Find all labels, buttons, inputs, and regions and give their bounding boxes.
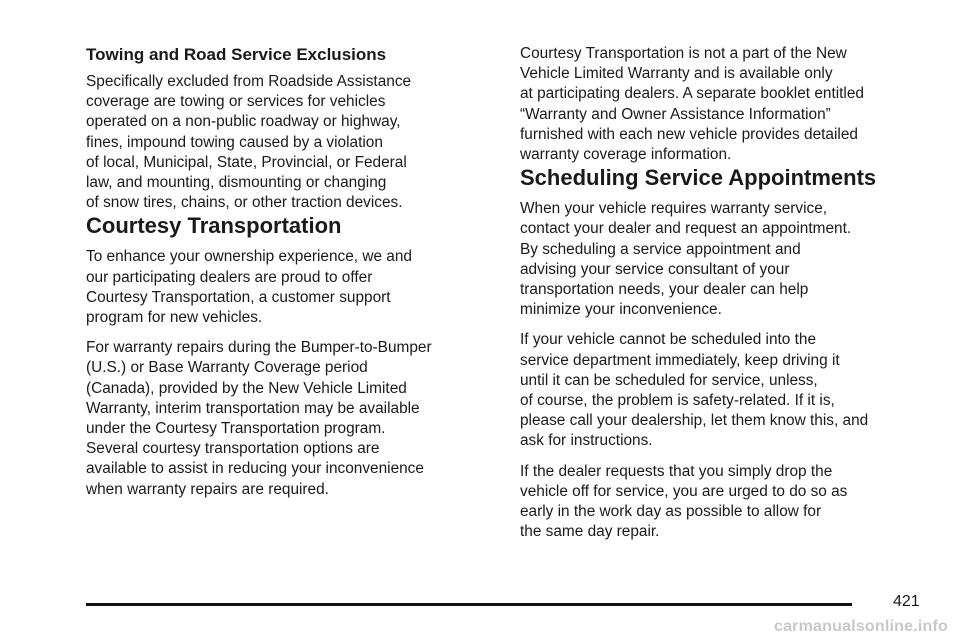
left-column (86, 44, 496, 500)
text-line: furnished with each new vehicle provides detailed (520, 125, 858, 143)
text-line: Courtesy Transportation, a customer support (86, 288, 391, 306)
text-line: program for new vehicles. (86, 309, 263, 327)
text-line: when warranty repairs are required. (86, 480, 329, 498)
text-line: vehicle off for service, you are urged to do so as (520, 482, 848, 500)
right-column (520, 44, 930, 542)
text-line: please call your dealership, let them know this, and (520, 412, 869, 430)
text-line: of snow tires, chains, or other traction devices. (86, 194, 403, 212)
text-line: of course, the problem is safety-related. If it is, (520, 392, 835, 410)
text-line: our participating dealers are proud to offer (86, 268, 373, 286)
text-line: By scheduling a service appointment and (520, 240, 801, 258)
text-line: the same day repair. (520, 523, 660, 541)
scheduling-paragraph-2 (520, 330, 930, 451)
text-line: law, and mounting, dismounting or changing (86, 174, 387, 192)
text-line: Specifically excluded from Roadside Assistance (86, 73, 412, 90)
courtesy-intro-paragraph (86, 247, 496, 328)
text-line: If your vehicle cannot be scheduled into the (520, 331, 817, 349)
text-line: contact your dealer and request an appointment. (520, 220, 852, 238)
text-line: Several courtesy transportation options are (86, 440, 380, 458)
text-line: coverage are towing or services for vehicles (86, 93, 386, 111)
text-line: until it can be scheduled for service, unless, (520, 371, 818, 389)
scheduling-paragraph-1 (520, 199, 930, 320)
text-line: “Warranty and Owner Assistance Information” (520, 105, 831, 123)
courtesy-transportation-heading: Courtesy Transportation (86, 213, 342, 239)
towing-exclusions-heading: Towing and Road Service Exclusions (86, 45, 387, 64)
text-line: warranty coverage information. (520, 146, 732, 164)
site-watermark: carmanualsonline.info (773, 618, 948, 635)
text-line: transportation needs, your dealer can help (520, 281, 809, 299)
text-line: service department immediately, keep driving it (520, 351, 840, 369)
text-line: To enhance your ownership experience, we and (86, 248, 412, 266)
text-line: fines, impound towing caused by a violation (86, 133, 383, 151)
page-number: 421 (893, 593, 920, 610)
text-line: advising your service consultant of your (520, 260, 790, 278)
text-line: early in the work day as possible to allow for (520, 503, 822, 521)
footer-rule (86, 603, 852, 606)
scheduling-paragraph-3 (520, 462, 930, 543)
text-line: ask for instructions. (520, 432, 653, 450)
text-line: at participating dealers. A separate booklet entitled (520, 85, 864, 103)
text-line: (Canada), provided by the New Vehicle Limited (86, 379, 407, 397)
text-line: of local, Municipal, State, Provincial, or Federal (86, 153, 407, 171)
text-line: minimize your inconvenience. (520, 301, 722, 319)
courtesy-not-part-paragraph (520, 44, 930, 165)
text-line: When your vehicle requires warranty service, (520, 200, 828, 218)
text-line: Warranty, interim transportation may be available (86, 399, 420, 417)
text-line: If the dealer requests that you simply drop the (520, 462, 833, 480)
text-line: Vehicle Limited Warranty and is available only (520, 65, 833, 83)
towing-exclusions-paragraph (86, 72, 496, 213)
text-line: Courtesy Transportation is not a part of the New (520, 45, 847, 62)
text-line: (U.S.) or Base Warranty Coverage period (86, 359, 368, 377)
courtesy-warranty-paragraph (86, 338, 496, 500)
text-line: For warranty repairs during the Bumper-to-Bumper (86, 339, 432, 357)
text-line: available to assist in reducing your inconvenience (86, 460, 424, 478)
text-line: under the Courtesy Transportation program. (86, 420, 386, 438)
scheduling-service-heading: Scheduling Service Appointments (520, 165, 877, 191)
text-line: operated on a non-public roadway or highway, (86, 113, 401, 131)
